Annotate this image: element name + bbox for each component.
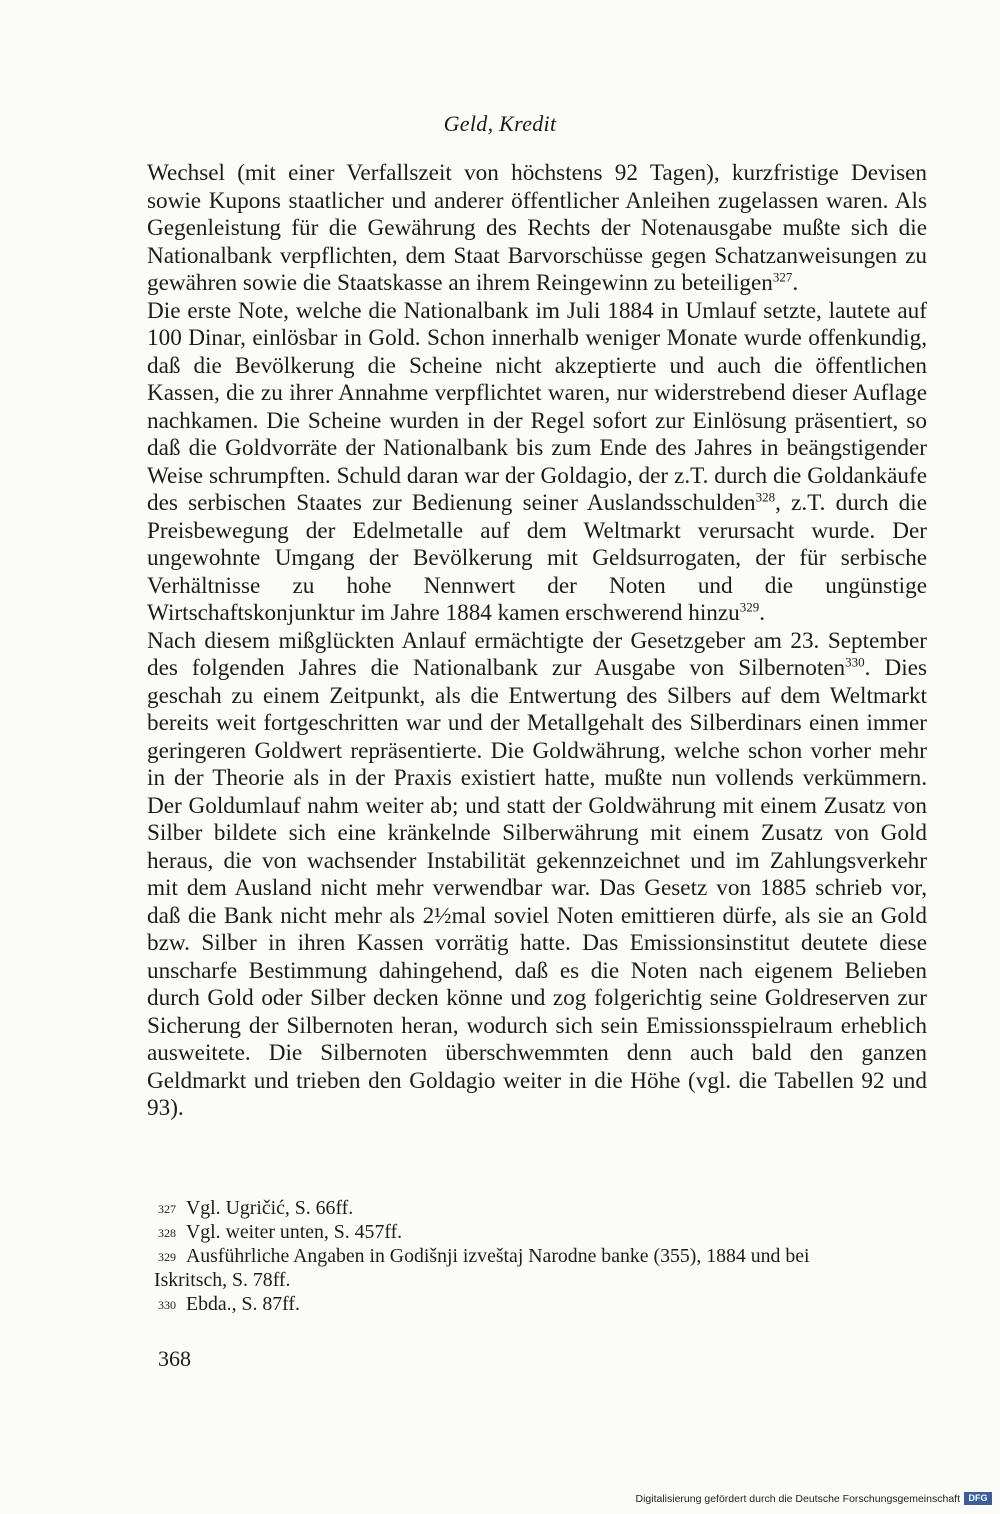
paragraph-text: . <box>792 270 799 296</box>
paragraph-2 <box>147 298 927 628</box>
footnote-text: Iskritsch, S. 78ff. <box>154 1269 291 1291</box>
paragraph-text: Die erste Note, welche die Nationalbank im Juli 1884 in Umlauf setzte, lautete auf 100 Dinar, einlösbar in Gold. Schon innerhalb weniger Monate wurde offenkundig, daß die Bevölkerung die Scheine nicht akzeptierte und auch die öffentlichen Kassen, die zu ihrer Annahme verpflichtet waren, nur widerstrebend dieser Auflage nachkamen. Die Scheine wurden in der Regel sofort zur Einlösung präsentiert, so daß die Goldvorräte der Nationalbank bis zum Ende des Jahres in beängstigender Weise schrumpften. Schuld daran war der Goldagio, der z.T. durch die Goldankäufe des serbischen Staates zur Bedienung seiner Auslandsschulden <box>147 297 927 516</box>
paragraph-text: Wechsel (mit einer Verfallszeit von höchstens 92 Tagen), kurzfristige Devisen sowie Kupons staatlicher und anderer öffentlicher Anleihen zugelassen waren. Als Gegenleistung für die Gewährung des Rechts der Notenausgabe mußte sich die Nationalbank verpflichten, dem Staat Barvorschüsse gegen Schatzanweisungen zu gewähren sowie die Staatskasse an ihrem Reingewinn zu beteiligen <box>147 160 927 296</box>
footnote <box>158 1292 932 1316</box>
body-text <box>147 160 927 1123</box>
paragraph-text: . <box>759 600 766 626</box>
footnote <box>154 1244 932 1292</box>
footnotes <box>154 1196 932 1316</box>
footnote-text: Ausführliche Angaben in Godišnji izveštaj Narodne banke (355), 1884 und bei <box>186 1245 810 1267</box>
dfg-logo-icon: DFG <box>964 1492 992 1505</box>
paragraph-3 <box>147 628 927 1123</box>
footnote-number: 327 <box>158 1202 176 1216</box>
footnote-ref: 330 <box>845 654 865 670</box>
footnote <box>158 1220 932 1244</box>
footnote-number: 328 <box>158 1226 176 1240</box>
footnote-text: Vgl. Ugričić, S. 66ff. <box>186 1197 354 1219</box>
footnote-ref: 327 <box>772 269 793 285</box>
footnote <box>158 1196 932 1220</box>
footnote-number: 329 <box>158 1250 176 1264</box>
paragraph-text: Nach diesem mißglückten Anlauf ermächtigte der Gesetzgeber am 23. September des folgenden Jahres die Nationalbank zur Ausgabe von Silbernoten <box>147 627 927 681</box>
footnote-ref: 328 <box>755 489 776 505</box>
running-head: Geld, Kredit <box>443 111 557 136</box>
digitization-note: Digitalisierung gefördert durch die Deutsche Forschungsgemeinschaft <box>635 1493 960 1505</box>
footnote-number: 330 <box>158 1298 176 1312</box>
footnote-text: Vgl. weiter unten, S. 457ff. <box>186 1221 403 1243</box>
page-number: 368 <box>158 1346 191 1371</box>
paragraph-text: , z.T. durch die Preisbewegung der Edelmetalle auf dem Weltmarkt verursacht wurde. Der ungewohnte Umgang der Bevölkerung mit Geldsurrogaten, der für serbische Verhältnisse zu hohe Nennwert der Noten und die ungünstige Wirtschaftskonjunktur im Jahre 1884 kamen erschwerend hinzu <box>147 490 928 626</box>
footnote-text: Ebda., S. 87ff. <box>186 1293 300 1315</box>
paragraph-text: . Dies geschah zu einem Zeitpunkt, als die Entwertung des Silbers auf dem Weltmarkt bereits weit fortgeschritten war und der Metallgehalt des Silberdinars einen immer geringeren Goldwert repräsentierte. Die Goldwährung, welche schon vorher mehr in der Theorie als in der Praxis existiert hatte, mußte nun vollends verkümmern. Der Goldumlauf nahm weiter ab; und statt der Goldwährung mit einem Zusatz von Silber bildete sich eine kränkelnde Silberwährung mit einem Zusatz von Gold heraus, die von wachsender Instabilität gekennzeichnet und im Zahlungsverkehr mit dem Ausland nicht mehr verwendbar war. Das Gesetz von 1885 schrieb vor, daß die Bank nicht mehr als 2½mal soviel Noten emittieren dürfe, als sie an Gold bzw. Silber in ihren Kassen vorrätig hatte. Das Emissionsinstitut deutete diese unscharfe Bestimmung dahingehend, daß es die Noten nach eigenem Belieben durch Gold oder Silber decken könne und zog folgerichtig seine Goldreserven zur Sicherung der Silbernoten heran, wodurch sich sein Emissionsspielraum erheblich ausweitete. Die Silbernoten überschwemmten denn auch bald den ganzen Geldmarkt und trieben den Goldagio weiter in die Höhe (vgl. die Tabellen 92 und 93). <box>147 655 927 1121</box>
footnote-ref: 329 <box>739 599 760 615</box>
paragraph-1 <box>147 160 927 298</box>
